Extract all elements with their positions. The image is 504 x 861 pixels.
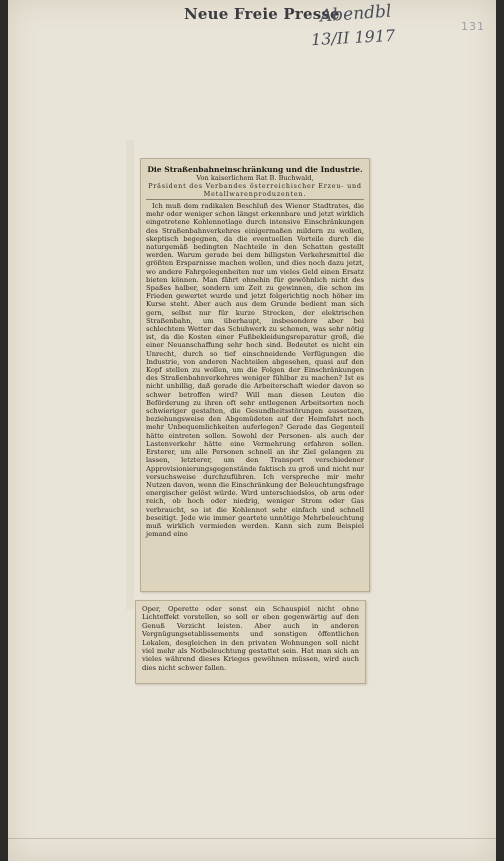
newspaper-masthead: Neue Freie Presse bbox=[184, 5, 340, 23]
archive-sheet bbox=[8, 0, 496, 861]
handwritten-edition-note: Abendbl bbox=[319, 1, 392, 27]
handwritten-date-note: 13/II 1917 bbox=[310, 25, 396, 50]
article-byline: Von kaiserlichem Rat B. Buchwald, bbox=[196, 174, 314, 182]
article-body: Ich muß dem radikalen Beschluß des Wiener Stadtrates, die mehr oder weniger schon längst erkennbare und jetzt wirklich eingetretene Kohlennotlage durch intensive Einschränkungen des Straßenbahnverkehres einigermaßen mildern zu wollen, skeptisch begegnen, da die eventuellen Vorteile durch die naturgemäß bedingten Nachteile in den Schatten gestellt werden. Warum gerade bei dem billigsten Verkehrsmittel die größten Ersparnisse machen wollen, und dies noch dazu jetzt, wo andere Fahrgelegenheiten nur um vieles Geld einen Ersatz bieten können. Man fährt ohnehin für gewöhnlich nicht des Spaßes halber, sondern um Zeit zu gewinnen, die schon im Frieden gewertet wurde und jetzt folgerichtig noch höher im Kurse steht. Aber auch aus dem Grunde bedient man sich gern, selbst nur für kurze Strecken, der elektrischen Straßenbahn, um überhaupt, insbesondere aber bei schlechtem Wetter das Schuhwerk zu schonen, was sehr nötig ist, da die Kosten einer Fußbekleidungsreparatur groß, die einer Neuanschaffung sehr hoch sind. Bedeutet es nicht ein Unrecht, durch so tief einschneidende Verfügungen die Industrie, von anderen Nachteilen abgesehen, quasi auf den Kopf stellen zu wollen, um die Folgen der Einschränkungen des Straßenbahnverkehres weniger fühlbar zu machen? Ist es nicht unbillig, daß gerade die Arbeiterschaft wieder davon so schwer betroffen wird? Will man diesen Leuten die Beförderung zu ihren oft sehr entlegenen Arbeitsorten noch schwieriger gestalten, die Gesundheitsstörungen aussetzen, beziehungsweise den Abgemüdeten auf der Heimfahrt noch mehr Unbequemlichkeiten auferlegen? Gerade das Gegenteil hätte eintreten sollen. Sowohl der Personen- als auch der Lastenverkehr hätte eine Vermehrung erfahren sollen. Ersterer, um alle Personen schnell an ihr Ziel gelangen zu lassen, letzterer, um den Transport verschiedener Approvisionierungsgegenstände faktisch zu groß und nicht nur versuchsweise durchzuführen. Ich verspreche mir mehr Nutzen davon, wenn die Einschränkung der Beleuchtungsfrage energischer gelöst würde. Wird unterschiedslos, ob arm oder reich, ob hoch oder niedrig, weniger Strom oder Gas verbraucht, so ist die Kohlennot sehr einfach und schnell beseitigt. Jede wie immer geartete unnötige Mehrbeleuchtung muß wirklich vermieden werden. Kann sich zum Beispiel jemand eine bbox=[146, 202, 364, 539]
newspaper-clipping-continuation bbox=[135, 600, 366, 684]
article-title: Die Straßenbahneinschränkung und die Industrie. bbox=[147, 165, 363, 174]
paper-stain bbox=[126, 140, 134, 610]
article-continuation: Oper, Operette oder sonst ein Schauspiel nicht ohne Lichteffekt vorstellen, so soll er eben gegenwärtig auf den Genuß Verzicht leisten. Aber auch in anderen Vergnügungsetablissements und sonstigen öffentlichen Lokalen, desgleichen in den privaten Wohnungen soll nicht viel mehr als Notbeleuchtung gestattet sein. Hat man sich an vieles während dieses Krieges gewöhnen müssen, wird auch dies nicht schwer fallen. bbox=[142, 605, 359, 672]
newspaper-clipping-main bbox=[140, 158, 370, 592]
author-role: Präsident des Verbandes österreichischer Erzeu- und Metallwarenproduzenten. bbox=[146, 182, 364, 200]
archive-number: 131 bbox=[461, 20, 485, 33]
